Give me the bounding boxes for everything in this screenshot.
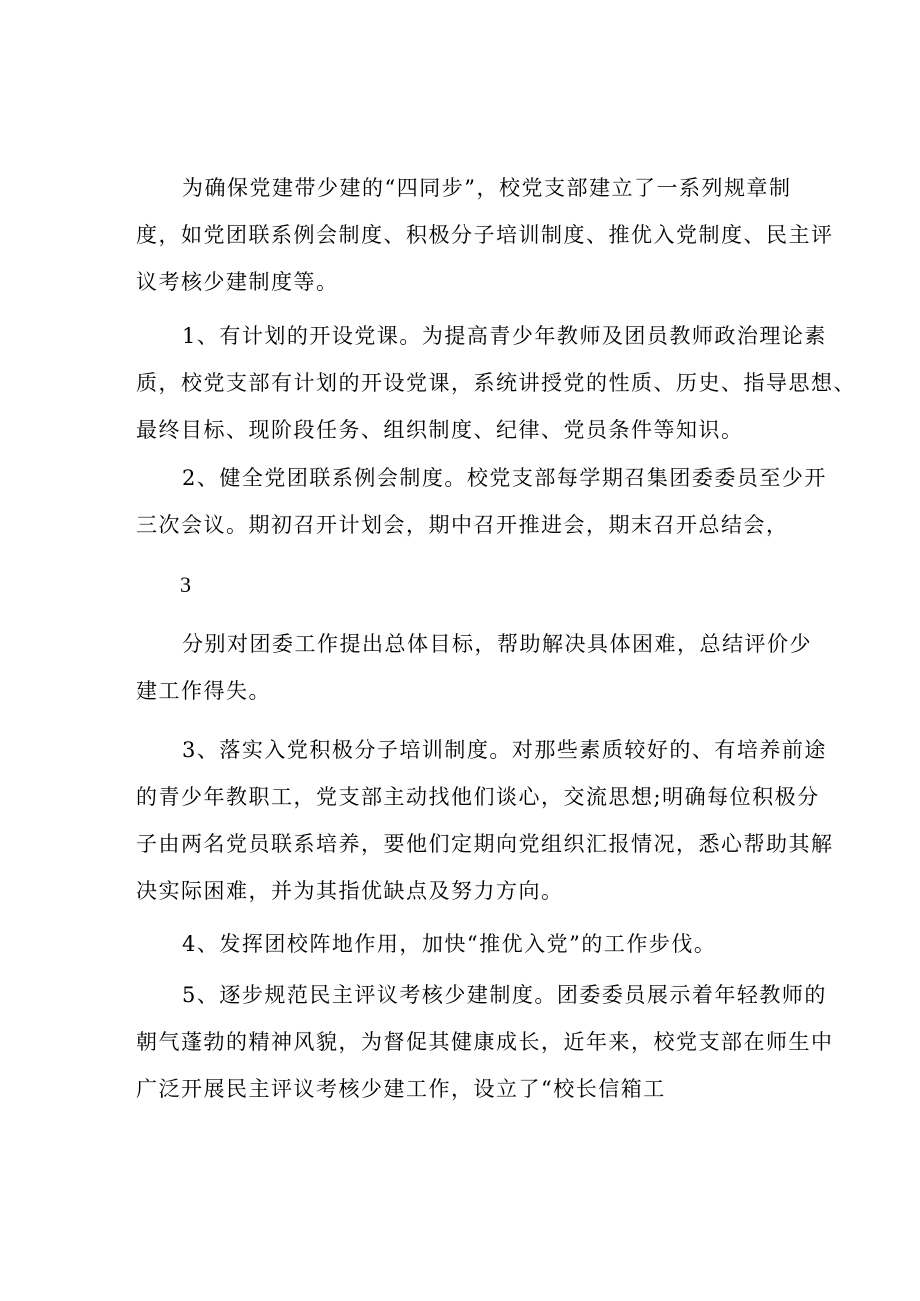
- paragraph-item-3-line-4: 决实际困难，并为其指优缺点及努力方向。: [136, 879, 564, 903]
- paragraph-item-5-line-3: 广泛开展民主评议考核少建工作，设立了“校长信箱工: [136, 1077, 666, 1101]
- paragraph-item-4-line-1: 4、发挥团校阵地作用，加快“推优入党”的工作步伐。: [182, 932, 717, 956]
- paragraph-item-2-line-1: 2、健全党团联系例会制度。校党支部每学期召集团委委员至少开: [182, 466, 827, 490]
- paragraph-item-5-line-1: 5、逐步规范民主评议考核少建制度。团委委员展示着年轻教师的: [182, 983, 827, 1007]
- paragraph-continued-line-2: 建工作得失。: [136, 679, 271, 703]
- paragraph-intro-line-3: 议考核少建制度等。: [136, 270, 339, 294]
- paragraph-item-1-line-1: 1、有计划的开设党课。为提高青少年教师及团员教师政治理论素: [182, 324, 827, 348]
- paragraph-continued-line-1: 分别对团委工作提出总体目标，帮助解决具体困难，总结评价少: [182, 632, 812, 656]
- paragraph-item-5-line-2: 朝气蓬勃的精神风貌，为督促其健康成长，近年来，校党支部在师生中: [136, 1030, 834, 1054]
- paragraph-intro-line-2: 度，如党团联系例会制度、积极分子培训制度、推优入党制度、民主评: [136, 223, 834, 247]
- page-number: 3: [180, 572, 191, 597]
- paragraph-item-1-line-3: 最终目标、现阶段任务、组织制度、纪律、党员条件等知识。: [136, 418, 744, 442]
- paragraph-item-1-line-2: 质，校党支部有计划的开设党课，系统讲授党的性质、历史、指导思想、: [136, 371, 856, 395]
- paragraph-item-3-line-1: 3、落实入党积极分子培训制度。对那些素质较好的、有培养前途: [182, 738, 827, 762]
- paragraph-intro-line-1: 为确保党建带少建的“四同步”，校党支部建立了一系列规章制: [182, 176, 792, 200]
- paragraph-item-2-line-2: 三次会议。期初召开计划会，期中召开推进会，期末召开总结会，: [136, 513, 789, 537]
- paragraph-item-3-line-2: 的青少年教职工，党支部主动找他们谈心，交流思想;明确每位积极分: [136, 785, 820, 809]
- paragraph-item-3-line-3: 子由两名党员联系培养，要他们定期向党组织汇报情况，悉心帮助其解: [136, 832, 834, 856]
